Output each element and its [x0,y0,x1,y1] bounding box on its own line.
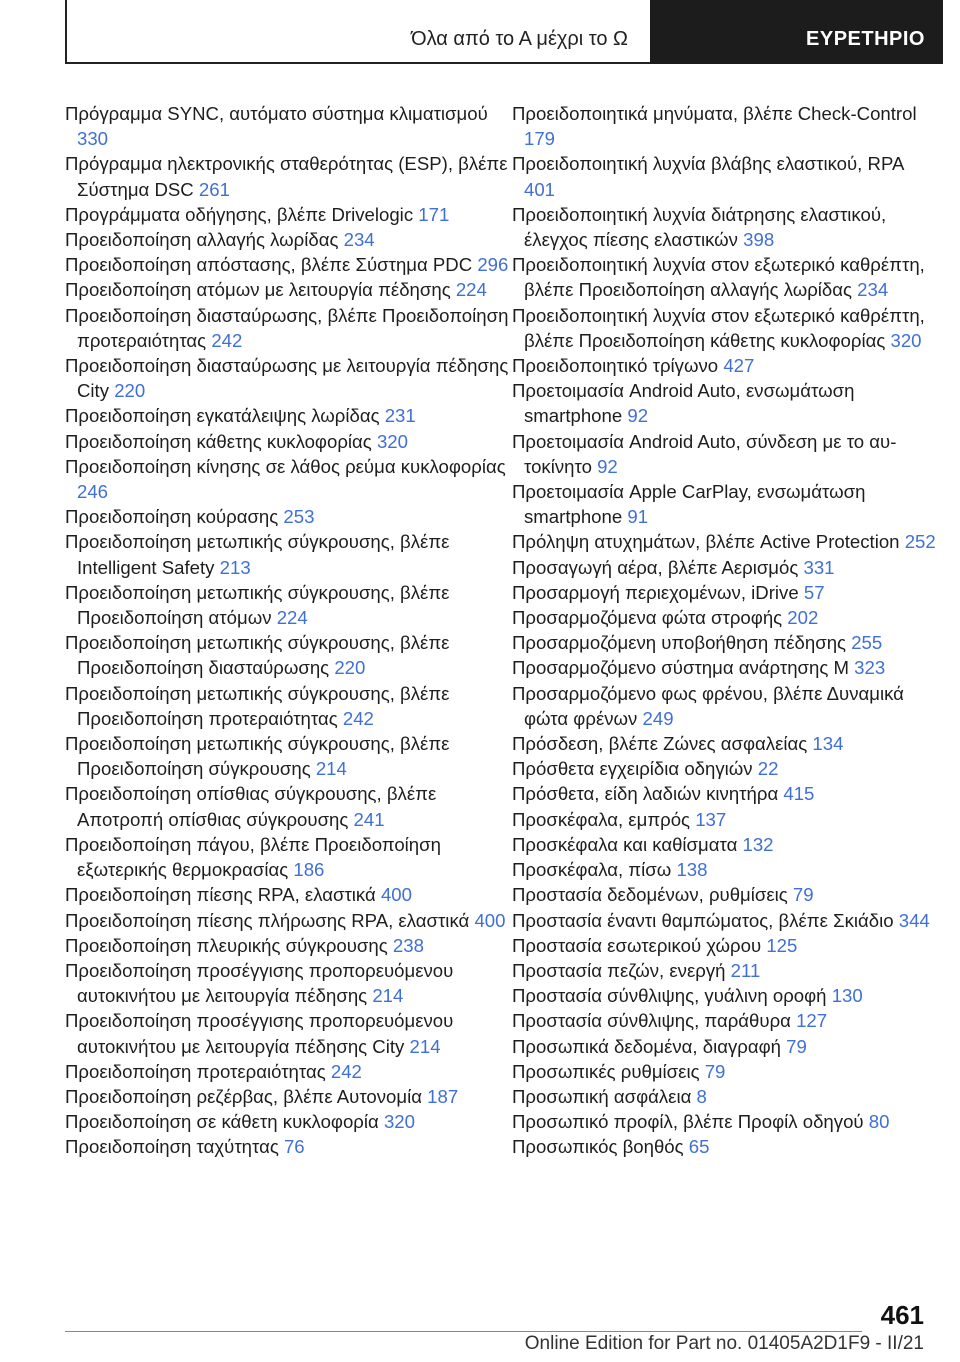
index-entry [65,580,515,630]
index-entry-text: Προετοιμασία Android Auto, ενσωμάτωση smartphone [512,380,855,427]
index-entry [65,403,515,428]
index-entry [512,1034,937,1059]
index-entry [512,731,937,756]
index-page-link[interactable]: 202 [787,607,819,629]
index-entry [512,908,937,933]
index-page-link[interactable]: 234 [343,229,375,251]
index-entry [65,1084,515,1109]
index-entry-text: Προειδοποίηση προτεραιότητας [65,1060,326,1082]
index-entry-text: Προστασία έναντι θαμπώματος, βλέπε Σκιάδιο [512,909,894,931]
index-entry [65,1059,515,1084]
index-entry-text: Προετοιμασία Apple CarPlay, ενσωμάτωση smartphone [512,481,866,528]
index-entry-text: Προειδοποίηση σε κάθετη κυκλοφορία [65,1111,379,1133]
index-page-link[interactable]: 220 [334,657,366,679]
index-entry-text: Προειδοποίηση πλευρικής σύγκρουσης [65,934,388,956]
index-entry [512,781,937,806]
index-entry-text: Πρόσθετα εγχειρίδια οδηγιών [512,758,753,780]
index-entry-text: Προειδοποίηση πίεσης πλήρωσης RPA, ελαστικά [65,909,470,931]
index-page-link[interactable]: 238 [392,934,424,956]
index-page-link[interactable]: 214 [372,985,404,1007]
index-page-link[interactable]: 214 [409,1035,441,1057]
index-entry [512,832,937,857]
index-entry [65,101,515,151]
index-entry-text: Προειδοποίηση μετωπικής σύγκρουσης, βλέπε Προειδοποίηση ατόμων [65,581,450,629]
index-entry [65,933,515,958]
index-entry-text: Προσκέφαλα, εμπρός [512,808,691,830]
index-entry [65,303,515,353]
index-entry-text: Προστασία σύνθλιψης, γυάλινη οροφή [512,985,827,1007]
index-entry [512,1134,937,1159]
footer-edition-text: Online Edition for Part no. 01405A2D1F9 - II/21 [524,1333,924,1354]
index-entry [512,303,937,353]
index-entry-text: Προσκέφαλα, πίσω [512,859,672,881]
index-page-link[interactable]: 211 [730,959,761,981]
index-entry [512,101,937,151]
index-entry [65,202,515,227]
index-page-link[interactable]: 234 [857,279,889,301]
index-page-link[interactable]: 127 [796,1010,828,1032]
index-page-link[interactable]: 344 [898,909,930,931]
index-entry-text: Προειδοποίηση πάγου, βλέπε Προειδοποίηση εξωτερικής θερμοκρασίας [65,833,441,881]
index-entry-text: Προειδοποίηση μετωπικής σύγκρουσης, βλέπε Προειδοποίηση προτεραιότητας [65,682,450,729]
index-entry [512,983,937,1008]
index-entry [65,731,515,781]
index-page-link[interactable]: 22 [757,758,779,780]
index-page-link[interactable]: 76 [283,1136,305,1158]
index-page-link[interactable]: 331 [803,556,835,578]
index-page-link[interactable]: 186 [293,859,325,881]
index-entry-text: Προειδοποίηση προσέγγισης προπορευόμενου αυτοκινήτου με λειτουργία πέδησης [65,959,454,1007]
index-entry [65,353,515,403]
index-entry-text: Προσαρμοζόμενο φως φρένου, βλέπε Δυναμικά φώτα φρένων [512,682,904,729]
index-entry [512,529,937,554]
index-page-link[interactable]: 253 [283,506,315,528]
index-entry [512,1084,937,1109]
index-entry-text: Προειδοποίηση οπίσθιας σύγκρουσης, βλέπε Αποτροπή οπίσθιας σύγκρουσης [65,783,437,830]
index-entry [65,882,515,907]
index-entry [512,151,937,201]
index-page-link[interactable]: 220 [114,380,146,402]
index-entry-text: Πρόγραμμα SYNC, αυτόματο σύστημα κλιματισμού [65,103,488,124]
index-page-link[interactable]: 400 [474,909,506,931]
index-entry [512,857,937,882]
index-entry-text: Πρόσθετα, είδη λαδιών κινητήρα [512,783,779,805]
index-entry-text: Προειδοποίηση διασταύρωσης, βλέπε Προειδοποίηση προτεραιότητας [65,304,509,351]
index-entry [512,580,937,605]
index-entry [65,908,515,933]
page-header [65,0,943,64]
index-entry-text: Προειδοποιητικά μηνύματα, βλέπε Check-Control [512,103,917,124]
index-tab[interactable] [650,0,943,64]
index-page-link[interactable]: 171 [418,203,450,225]
index-entry-text: Προειδοποίηση απόστασης, βλέπε Σύστημα PDC [65,254,473,276]
index-entry-text: Πρόσδεση, βλέπε Ζώνες ασφαλείας [512,733,808,755]
index-entry [512,681,937,731]
index-entry [65,681,515,731]
index-column-left [65,101,515,1160]
index-entry [512,429,937,479]
index-entry-text: Πρόγραμμα ηλεκτρονικής σταθερότητας (ESP), βλέπε Σύστημα DSC [65,153,508,200]
index-entry [65,832,515,882]
index-page-link[interactable]: 231 [384,405,416,427]
index-entry-text: Προειδοποίηση προσέγγισης προπορευόμενου αυτοκινήτου με λειτουργία πέδησης City [65,1010,454,1057]
index-entry [512,353,937,378]
index-entry [512,630,937,655]
footer-divider [65,1331,862,1332]
index-page-link[interactable]: 242 [342,707,374,729]
index-page-link[interactable]: 320 [890,329,922,351]
index-column-right [512,101,937,1160]
index-entry [512,655,937,680]
index-entry [65,781,515,831]
index-entry-text: Προειδοποιητική λυχνία στον εξωτερικό καθρέπτη, βλέπε Προειδοποίηση αλλαγής λωρίδας [512,254,925,301]
index-page-link[interactable]: 179 [524,128,556,150]
index-entry [512,1008,937,1033]
index-page-link[interactable]: 242 [211,329,243,351]
index-entry [65,958,515,1008]
index-entry-text: Προειδοποιητική λυχνία βλάβης ελαστικού, RPA [512,153,904,175]
index-page-link[interactable]: 79 [786,1035,807,1057]
index-entry [65,529,515,579]
index-entry-text: Προγράμματα οδήγησης, βλέπε Drivelogic [65,203,414,225]
index-entry-text: Προστασία πεζών, ενεργή [512,959,726,981]
index-page-link[interactable]: 224 [276,607,308,629]
index-entry-text: Προσκέφαλα και καθίσματα [512,833,738,855]
index-page-link[interactable]: 255 [851,632,883,654]
chapter-tab-label: Όλα από το Α μέχρι το Ω [411,28,628,50]
index-entry-text: Προσωπικός βοηθός [512,1136,684,1158]
index-entry-text: Προσωπική ασφάλεια [512,1085,692,1107]
index-page-link[interactable]: 242 [330,1060,362,1082]
index-entry-text: Προσαρμοζόμενο σύστημα ανάρτησης M [512,657,849,679]
index-page-link[interactable]: 320 [383,1111,415,1133]
index-entry-text: Προειδοποίηση πίεσης RPA, ελαστικά [65,884,376,906]
index-entry-text: Προστασία δεδομένων, ρυθμίσεις [512,884,788,906]
index-page-link[interactable]: 224 [455,279,487,301]
index-entry-text: Προειδοποιητικό τρίγωνο [512,355,719,377]
index-entry [512,1059,937,1084]
index-page-link[interactable]: 214 [315,758,347,780]
index-page-link[interactable]: 80 [868,1111,890,1133]
index-entry-text: Προειδοποίηση μετωπικής σύγκρουσης, βλέπε Προειδοποίηση σύγκρουσης [65,733,450,780]
index-page-link[interactable]: 252 [904,531,936,553]
index-page-link[interactable]: 138 [676,859,708,881]
index-entry-text: Προετοιμασία Android Auto, σύνδεση με το αυτοκίνητο [512,430,897,477]
index-page-link[interactable]: 213 [219,556,251,578]
index-page-link[interactable]: 398 [743,229,775,251]
index-page-link[interactable]: 79 [704,1060,726,1082]
index-entry [65,1109,515,1134]
index-page-link[interactable]: 132 [742,833,774,855]
index-entry-text: Προστασία εσωτερικού χώρου [512,934,762,956]
index-entry-text: Προσαρμοζόμενα φώτα στροφής [512,607,783,629]
index-entry [65,1134,515,1159]
index-page-link[interactable]: 92 [597,455,618,477]
index-entry [512,933,937,958]
index-entry-text: Προσαρμοζόμενη υποβοήθηση πέδησης [512,632,847,654]
index-entry-text: Προειδοποίηση ρεζέρβας, βλέπε Αυτονομία [65,1085,422,1107]
index-entry [65,630,515,680]
index-entry-text: Προσωπικό προφίλ, βλέπε Προφίλ οδηγού [512,1111,864,1133]
index-page-link[interactable]: 8 [696,1085,707,1107]
index-page-link[interactable]: 91 [627,506,649,528]
index-entry [512,605,937,630]
index-entry [512,202,937,252]
index-entry [65,504,515,529]
index-entry-text: Προσαρμογή περιεχομένων, iDrive [512,581,799,603]
index-page-link[interactable]: 92 [627,405,649,427]
index-page-link[interactable]: 134 [812,733,844,755]
index-page-link[interactable]: 241 [353,808,385,830]
index-page-link[interactable]: 400 [380,884,412,906]
index-page-link[interactable]: 320 [376,430,408,452]
index-entry-text: Προειδοποίηση ταχύτητας [65,1136,279,1158]
index-entry-text: Πρόληψη ατυχημάτων, βλέπε Active Protection [512,531,900,553]
index-entry-text: Προστασία σύνθλιψης, παράθυρα [512,1010,791,1032]
chapter-tab[interactable] [65,0,652,64]
index-entry [65,277,515,302]
index-page-link[interactable]: 296 [477,254,509,276]
index-entry [65,1008,515,1058]
index-entry-text: Προειδοποίηση αλλαγής λωρίδας [65,229,339,251]
index-entry-text: Προσωπικά δεδομένα, διαγραφή [512,1035,781,1057]
index-page-link[interactable]: 79 [792,884,814,906]
index-page-link[interactable]: 427 [723,355,755,377]
index-page-link[interactable]: 246 [77,481,109,503]
index-entry [512,882,937,907]
index-page-link[interactable]: 249 [642,707,674,729]
index-page-link[interactable]: 57 [803,581,825,603]
index-entry-text: Προειδοποίηση κάθετης κυκλοφορίας [65,430,372,452]
index-page-link[interactable]: 401 [524,178,556,200]
index-page-link[interactable]: 330 [77,128,109,150]
index-tab-label: ΕΥΡΕΤΗΡΙΟ [806,28,925,50]
index-entry-text: Προειδοποιητική λυχνία διάτρησης ελαστικού, έλεγχος πίεσης ελαστικών [512,203,887,251]
index-entry [512,1109,937,1134]
index-entry [512,807,937,832]
page-number: 461 [880,1300,924,1330]
index-entry-text: Προειδοποίηση κούρασης [65,506,279,528]
index-entry [512,378,937,428]
index-entry-text: Προσαγωγή αέρα, βλέπε Αερισμός [512,556,799,578]
index-page-link[interactable]: 261 [198,178,230,200]
index-entry [65,151,515,201]
index-entry [512,555,937,580]
index-entry [512,252,937,302]
index-entry [65,252,515,277]
index-page-link[interactable]: 187 [427,1085,459,1107]
index-page-link[interactable]: 137 [695,808,727,830]
index-entry [65,429,515,454]
index-page-link[interactable]: 65 [688,1136,710,1158]
index-page-link[interactable]: 125 [766,934,798,956]
index-page-link[interactable]: 415 [783,783,815,805]
index-entry-text: Προσωπικές ρυθμίσεις [512,1060,700,1082]
index-entry [65,454,515,504]
index-page-link[interactable]: 323 [854,657,886,679]
index-entry-text: Προειδοποιητική λυχνία στον εξωτερικό καθρέπτη, βλέπε Προειδοποίηση κάθετης κυκλοφορίας [512,304,925,351]
index-entry-text: Προειδοποίηση διασταύρωσης με λειτουργία πέδησης City [65,355,509,402]
index-entry [512,479,937,529]
index-entry [512,958,937,983]
index-entry-text: Προειδοποίηση ατόμων με λειτουργία πέδησης [65,279,451,301]
index-entry-text: Προειδοποίηση μετωπικής σύγκρουσης, βλέπε Intelligent Safety [65,531,450,578]
index-entry [65,227,515,252]
index-entry-text: Προειδοποίηση μετωπικής σύγκρουσης, βλέπε Προειδοποίηση διασταύρωσης [65,632,450,679]
index-entry-text: Προειδοποίηση κίνησης σε λάθος ρεύμα κυκλοφορίας [65,455,506,477]
index-page-link[interactable]: 130 [831,985,863,1007]
index-entry-text: Προειδοποίηση εγκατάλειψης λωρίδας [65,405,380,427]
index-entry [512,756,937,781]
